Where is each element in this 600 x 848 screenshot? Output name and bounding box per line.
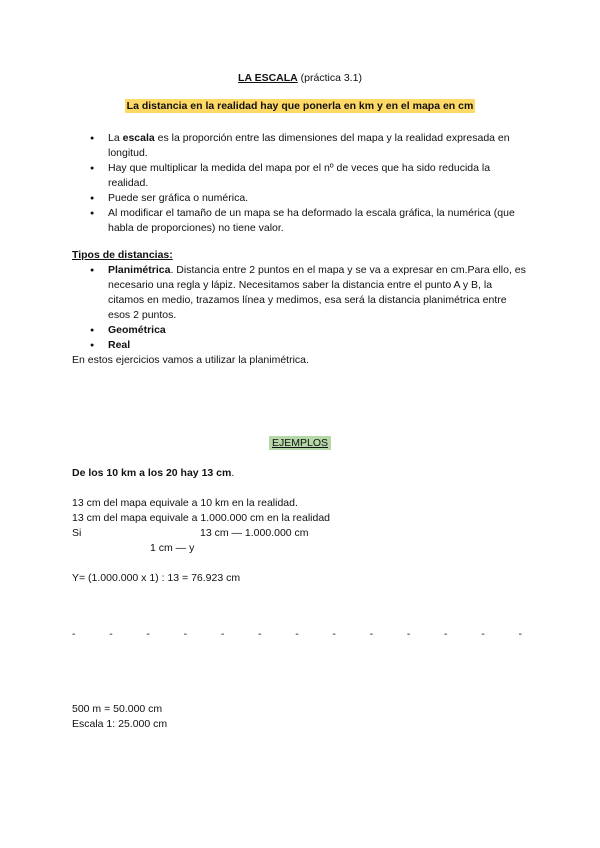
list-item <box>108 263 528 323</box>
dash: - <box>518 628 522 640</box>
dash: - <box>406 628 411 640</box>
ejemplos-heading-text: EJEMPLOS <box>269 436 331 450</box>
list-item-term: escala <box>122 132 155 144</box>
dash-separator <box>72 628 522 640</box>
dash: - <box>72 628 76 640</box>
list-item <box>108 191 528 206</box>
proportion-row-1: 13 cm — 1.000.000 cm <box>200 527 309 539</box>
list-item-prefix: La <box>108 132 123 144</box>
dash: - <box>109 628 113 640</box>
key-rule-text: La distancia en la realidad hay que ponerla en km y en el mapa en cm <box>126 100 474 112</box>
list-item-term: Real <box>108 339 131 351</box>
ejemplo-statement-end: . <box>231 467 235 479</box>
dash: - <box>369 628 374 640</box>
list-item-text: Hay que multiplicar la medida del mapa por el nº de veces que ha sido reducida la realidad. <box>108 162 491 189</box>
conversion-line-2: Escala 1: 25.000 cm <box>72 718 168 730</box>
list-item-text: Al modificar el tamaño de un mapa se ha deformado la escala gráfica, la numérica (que habla de proporciones) no tiene valor. <box>108 207 515 234</box>
list-item-term: Geométrica <box>108 324 166 336</box>
dash: - <box>258 628 262 640</box>
ejemplo-result: Y= (1.000.000 x 1) : 13 = 76.923 cm <box>72 572 241 584</box>
dash: - <box>183 628 188 640</box>
list-item-term: Planimétrica <box>108 264 171 276</box>
ejemplo-statement-bold: De los 10 km a los 20 hay 13 cm <box>72 467 232 479</box>
dash: - <box>332 628 336 640</box>
list-item <box>108 323 528 338</box>
conversion-line-1: 500 m = 50.000 cm <box>72 703 163 715</box>
tipos-list <box>108 263 528 353</box>
dash: - <box>220 628 225 640</box>
tipos-heading: Tipos de distancias: <box>72 249 173 261</box>
list-item-text: es la proporción entre las dimensiones del mapa y la realidad expresada en longitud. <box>108 132 510 159</box>
dash: - <box>444 628 448 640</box>
proportion-row-2: 1 cm — y <box>150 542 195 554</box>
ejemplos-heading <box>0 437 600 449</box>
title-suffix: (práctica 3.1) <box>297 72 362 84</box>
title-main: LA ESCALA <box>238 72 298 84</box>
list-item-text: Puede ser gráfica o numérica. <box>108 192 249 204</box>
list-item <box>108 338 528 353</box>
list-item <box>108 131 528 161</box>
dash: - <box>295 628 299 640</box>
dash: - <box>481 628 485 640</box>
list-item-text: . Distancia entre 2 puntos en el mapa y se va a expresar en cm.Para ello, es necesario una regla y lápiz. Necesitamos saber la distancia entre el punto A y B, la citamos en medio, trazamos línea y medimos, esa será la distancia planimétrica entre esos 2 puntos. <box>108 264 526 321</box>
list-item <box>108 206 528 236</box>
ejemplo-statement <box>72 467 234 479</box>
document-title <box>0 72 600 84</box>
definition-list <box>108 131 528 236</box>
si-label: Si <box>72 527 82 539</box>
dash: - <box>146 628 150 640</box>
key-rule <box>0 100 600 112</box>
ejemplo-line-2: 13 cm del mapa equivale a 1.000.000 cm en la realidad <box>72 512 330 524</box>
ejemplo-line-1: 13 cm del mapa equivale a 10 km en la realidad. <box>72 497 298 509</box>
tipos-note: En estos ejercicios vamos a utilizar la planimétrica. <box>72 354 309 366</box>
list-item <box>108 161 528 191</box>
